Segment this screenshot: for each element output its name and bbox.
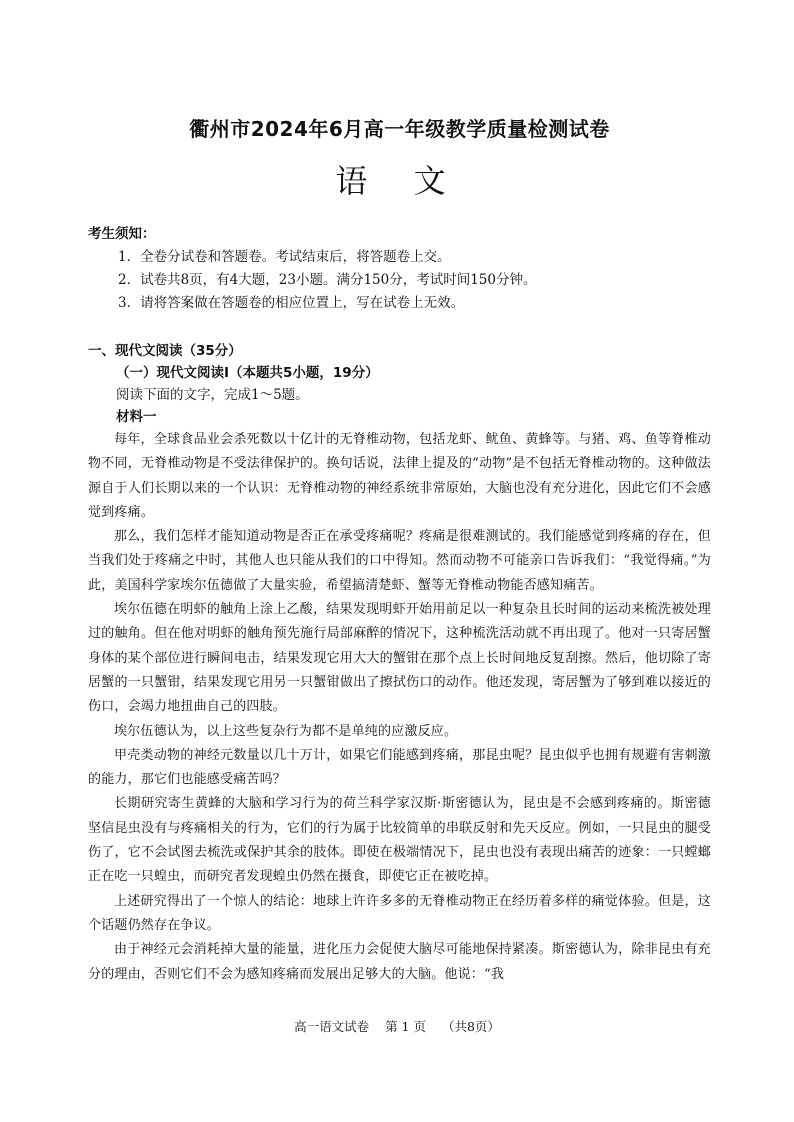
exam-notice xyxy=(88,223,711,315)
exam-title: 衢州市2024年6月高一年级教学质量检测试卷 xyxy=(189,117,610,141)
body-paragraph: 每年，全球食品业会杀死数以十亿计的无脊椎动物，包括龙虾、鱿鱼、黄蜂等。与猪、鸡、鱼等脊椎动物不同，无脊椎动物是不受法律保护的。换句话说，法律上提及的“动物”是不包括无脊椎动物的。这种做法源自于人们长期以来的一个认识：无脊椎动物的神经系统非常原始，大脑也没有充分进化，因此它们不会感觉到疼痛。 xyxy=(88,432,711,520)
page-footer xyxy=(0,1018,794,1036)
body-paragraph: 由于神经元会消耗掉大量的能量，进化压力会促使大脑尽可能地保持紧凑。斯密德认为，除非昆虫有充分的理由，否则它们不会为感知疼痛而发展出足够大的大脑。他说：“我 xyxy=(88,942,711,982)
material-title: 材料一 xyxy=(116,409,157,425)
notice-item: 2．试卷共8页，有4大题，23小题。满分150分，考试时间150分钟。 xyxy=(118,272,537,288)
notice-item: 3．请将答案做在答题卷的相应位置上，写在试卷上无效。 xyxy=(118,295,465,311)
notice-heading: 考生须知： xyxy=(88,226,156,242)
section-subtitle: （一）现代文阅读Ⅰ（本题共5小题，19分） xyxy=(116,365,379,381)
footer-exam-name: 高一语文试卷 xyxy=(294,1019,370,1034)
body-paragraph: 埃尔伍德认为，以上这些复杂行为都不是单纯的应激反应。 xyxy=(114,723,458,739)
subject-title: 语 文 xyxy=(335,162,464,200)
body-paragraph: 上述研究得出了一个惊人的结论：地球上许许多多的无脊椎动物正在经历着多样的痛觉体验。但是，这个话题仍然存在争议。 xyxy=(88,893,711,933)
notice-item: 1．全卷分试卷和答题卷。考试结束后，将答题卷上交。 xyxy=(118,249,451,265)
body-paragraph: 那么，我们怎样才能知道动物是否正在承受疼痛呢？疼痛是很难测试的。我们能感觉到疼痛的存在，但当我们处于疼痛之中时，其他人也只能从我们的口中得知。然而动物不可能亲口告诉我们：“我觉得痛。”为此，美国科学家埃尔伍德做了大量实验，希望搞清楚虾、蟹等无脊椎动物能否感知痛苦。 xyxy=(88,529,711,593)
body-paragraph: 长期研究寄生黄蜂的大脑和学习行为的荷兰科学家汉斯·斯密德认为，昆虫是不会感到疼痛的。斯密德坚信昆虫没有与疼痛相关的行为，它们的行为属于比较简单的串联反射和先天反应。例如，一只昆虫的腿受伤了，它不会试图去梳洗或保护其余的肢体。即使在极端情况下，昆虫也没有表现出痛苦的迹象：一只螳螂正在吃一只蝗虫，而研究者发现蝗虫仍然在摄食，即使它正在被吃掉。 xyxy=(88,796,711,885)
footer-page-number: 第 1 页 xyxy=(385,1019,426,1034)
footer-total-pages: （共8页） xyxy=(441,1019,500,1034)
body-paragraph: 埃尔伍德在明虾的触角上涂上乙酸，结果发现明虾开始用前足以一种复杂且长时间的运动来梳洗被处理过的触角。但在他对明虾的触角预先施行局部麻醉的情况下，这种梳洗活动就不再出现了。他对一只寄居蟹身体的某个部位进行瞬间电击，结果发现它用大大的蟹钳在那个点上长时间地反复刮擦。然后，他切除了寄居蟹的一只蟹钳，结果发现它用另一只蟹钳做出了擦拭伤口的动作。他还发现，寄居蟹为了够到难以接近的伤口，会竭力地扭曲自己的四肢。 xyxy=(88,602,711,715)
body-paragraph: 甲壳类动物的神经元数量以几十万计，如果它们能感到疼痛，那昆虫呢？昆虫似乎也拥有规避有害刺激的能力，那它们也能感受痛苦吗？ xyxy=(88,747,711,788)
reading-instruction: 阅读下面的文字，完成1～5题。 xyxy=(116,387,309,403)
section-title: 一、现代文阅读（35分） xyxy=(88,343,242,359)
material-body xyxy=(88,428,711,987)
